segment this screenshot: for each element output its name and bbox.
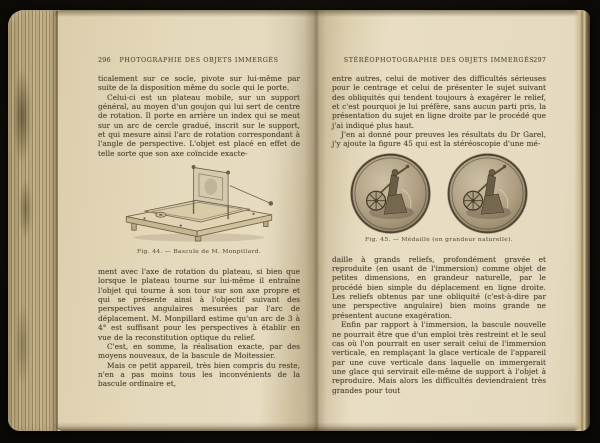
paragraph: J'en ai donné pour preuves les résultats du Dr Garel, j'y ajoute la figure 45 qui est la stéréoscopie d'une mé- bbox=[332, 130, 546, 149]
edge-stain bbox=[19, 178, 32, 240]
stereoscopic-medal-pair bbox=[332, 153, 546, 234]
left-page bbox=[58, 10, 312, 431]
left-page-number: 296 bbox=[98, 56, 111, 64]
paragraph: Enfin par rapport à l'immersion, la bascule nouvelle ne pourrait être que d'un emploi très restreint et le seul cas où l'on pourrait en user serait celui de l'immersion verticale, en remplaçant la glace verticale de l'appareil par une cuve verticale dans laquelle on immergerait une glace qui servirait elle-même de support à l'objet à reproduire. Mais alors les difficultés deviendraient très grandes pour tout bbox=[332, 320, 546, 395]
right-body-text-bottom bbox=[332, 255, 546, 395]
right-running-title: STÉRÉOPHOTOGRAPHIE DES OBJETS IMMERGÉS bbox=[343, 56, 535, 64]
medal-right-image bbox=[447, 153, 528, 234]
left-running-title: PHOTOGRAPHIE DES OBJETS IMMERGÉS bbox=[119, 56, 279, 64]
page-edge-stack-left bbox=[8, 10, 58, 431]
right-page-number: 297 bbox=[533, 56, 546, 64]
right-page bbox=[312, 10, 590, 431]
figure-44 bbox=[98, 162, 300, 255]
open-book bbox=[8, 10, 590, 431]
right-running-header bbox=[332, 56, 546, 67]
gutter-shadow bbox=[305, 10, 327, 431]
page-edge-stack-right bbox=[574, 10, 590, 431]
paragraph: ment avec l'axe de rotation du plateau, si bien que lorsque le plateau tourne sur lui-même il entraîne l'objet qui tourne à son tour sur son axe propre et qui se présente ainsi à l'objectif suivant des perspectives angulaires mesurées par l'arc de déplacement. M. Monpillard estime qu'un arc de 3 à 4° est suffisant pour les perspectives à établir en vue de la reconstitution optique du relief. bbox=[98, 267, 300, 342]
left-body-text-bottom bbox=[98, 267, 300, 388]
paragraph: entre autres, celui de motiver des difficultés sérieuses pour le centrage et celui de présenter le sujet suivant des obliquités qui tendent toujours à exagérer le relief, et c'est pourquoi je lui préfère, sans aucun parti pris, la présentation du sujet en ligne droite par le procédé que j'ai indiqué plus haut. bbox=[332, 74, 546, 130]
figure-44-caption: Fig. 44. — Bascule de M. Monpillard. bbox=[137, 249, 261, 256]
paragraph: Celui-ci est un plateau mobile, sur un support général, au moyen d'un goujon qui lui sert de centre de rotation. Il porte en arrière un index qui se meut sur un arc de cercle gradué, inscrit sur le support, et qui mesure ainsi l'arc de rotation correspondant à l'angle de perspective. L'objet est placé en effet de telle sorte que son axe coïncide exacte- bbox=[98, 92, 300, 158]
paragraph: ticalement sur ce socle, pivote sur lui-même par suite de la disposition même du socle qui le porte. bbox=[98, 74, 300, 93]
medal-left-image bbox=[350, 153, 431, 234]
paragraph: Mais ce petit appareil, très bien compris du reste, n'en a pas moins tous les inconvénients de la bascule ordinaire et, bbox=[98, 360, 300, 389]
left-body-text-top bbox=[98, 74, 300, 158]
edge-stain bbox=[15, 302, 30, 388]
paragraph: C'est, en somme, la réalisation exacte, par des moyens nouveaux, de la bascule de Moitessier. bbox=[98, 341, 300, 361]
paragraph: daille à grands reliefs, profondément gravée et reproduite (en usant de l'immersion) comme objet de petites dimensions, en grandeur naturelle, par le procédé bien simple du déplacement en ligne droite. Les reliefs obtenus par une obliquité (c'est-à-dire par une perspective angulaire) bien moins grande ne présentent aucune exagération. bbox=[332, 254, 546, 320]
figure-45 bbox=[332, 153, 546, 243]
right-body-text-top bbox=[332, 74, 546, 149]
left-running-header bbox=[98, 56, 300, 67]
edge-stain bbox=[13, 68, 31, 164]
figure-45-caption: Fig. 45. — Médaille (en grandeur naturelle). bbox=[365, 236, 513, 243]
bascule-apparatus-illustration bbox=[110, 162, 288, 242]
